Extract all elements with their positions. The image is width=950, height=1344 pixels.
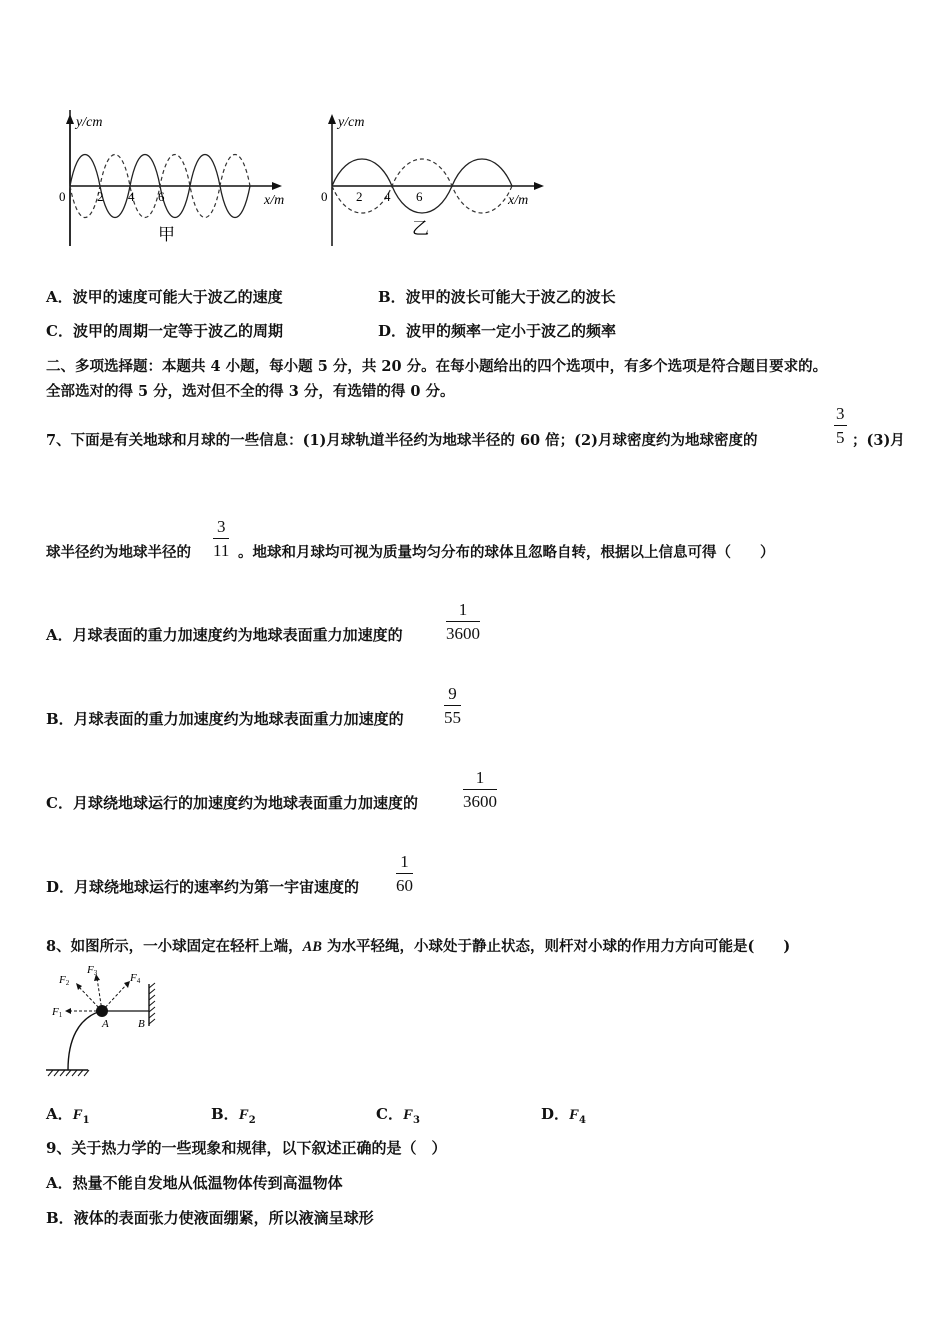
option-var: F bbox=[238, 1107, 249, 1123]
origin-label: 0 bbox=[321, 189, 328, 204]
label-f4: F4 bbox=[130, 972, 141, 985]
figure-caption: 甲 bbox=[158, 225, 175, 244]
fraction-numerator: 9 bbox=[444, 685, 461, 706]
fraction-denominator: 5 bbox=[836, 428, 845, 447]
q8-option-d[interactable] bbox=[541, 1103, 586, 1126]
q9-option-a[interactable]: A．热量不能自发地从低温物体传到高温物体 bbox=[46, 1174, 343, 1192]
label-f2: F2 bbox=[59, 974, 70, 987]
option-var: F bbox=[402, 1107, 413, 1123]
x-axis-arrow-icon bbox=[272, 182, 282, 190]
q8-stem-part-a: 8、如图所示，一小球固定在轻杆上端， bbox=[46, 938, 303, 955]
q7-option-d[interactable]: D．月球绕地球运行的速率约为第一宇宙速度的 bbox=[46, 878, 360, 896]
light-rod bbox=[68, 1011, 101, 1070]
q7-option-a-fraction bbox=[446, 601, 480, 642]
q6-option-c[interactable]: C．波甲的周期一定等于波乙的周期 bbox=[46, 322, 283, 340]
fraction-denominator: 55 bbox=[444, 708, 461, 727]
q6-option-a[interactable]: A．波甲的速度可能大于波乙的速度 bbox=[46, 288, 283, 306]
option-label: C． bbox=[376, 1105, 403, 1123]
fraction-numerator: 1 bbox=[446, 601, 480, 622]
arrowhead-icon bbox=[65, 1008, 71, 1014]
q7-stem-part1: 7、下面是有关地球和月球的一些信息：(1)月球轨道半径约为地球半径的 60 倍；(2)月球密度约为地球密度的 bbox=[46, 432, 758, 449]
tick-label: 6 bbox=[158, 189, 165, 204]
option-sub: 2 bbox=[248, 1115, 256, 1126]
section-heading-line2: 全部选对的得 5 分，选对但不全的得 3 分，有选错的得 0 分。 bbox=[46, 383, 455, 400]
q7-fraction-radius bbox=[213, 518, 229, 559]
ball bbox=[96, 1005, 108, 1017]
figure-caption: 乙 bbox=[412, 219, 429, 238]
q8-stem-ab: AB bbox=[302, 939, 322, 955]
fraction-numerator: 1 bbox=[396, 853, 413, 874]
label-a: A bbox=[102, 1018, 109, 1030]
x-axis-arrow-icon bbox=[534, 182, 544, 190]
q7-option-a[interactable]: A．月球表面的重力加速度约为地球表面重力加速度的 bbox=[46, 626, 403, 644]
fraction-numerator: 3 bbox=[213, 518, 229, 539]
option-sub: 4 bbox=[579, 1115, 586, 1126]
q7-option-c-fraction bbox=[463, 769, 497, 810]
q9-option-b[interactable]: B．液体的表面张力使液面绷紧，所以液滴呈球形 bbox=[46, 1209, 374, 1227]
q7-option-c[interactable]: C．月球绕地球运行的加速度约为地球表面重力加速度的 bbox=[46, 794, 418, 812]
q7-fraction-density bbox=[834, 405, 847, 446]
option-label: A． bbox=[46, 1105, 73, 1123]
x-axis-label: x/m bbox=[508, 193, 529, 208]
option-label: D． bbox=[541, 1105, 570, 1123]
tick-label: 4 bbox=[128, 189, 135, 204]
q7-stem-part4: 。地球和月球均可视为质量均匀分布的球体且忽略自转，根据以上信息可得（ ） bbox=[238, 544, 775, 561]
tick-label: 6 bbox=[416, 189, 423, 204]
option-var: F bbox=[72, 1107, 83, 1123]
wall-hatch bbox=[149, 983, 155, 1024]
q9-stem: 9、关于热力学的一些现象和规律，以下叙述正确的是（ ） bbox=[46, 1139, 447, 1157]
option-sub: 3 bbox=[412, 1115, 420, 1126]
q7-option-d-fraction bbox=[396, 853, 413, 894]
section-heading-line1: 二、多项选择题：本题共 4 小题，每小题 5 分，共 20 分。在每小题给出的四个选项中，有多个选项是符合题目要求的。 bbox=[46, 358, 828, 375]
fraction-denominator: 11 bbox=[213, 541, 230, 560]
x-axis-label: x/m bbox=[264, 193, 285, 208]
q7-stem-part2: ；(3)月 bbox=[852, 432, 905, 449]
q8-option-b[interactable] bbox=[211, 1103, 256, 1126]
label-b: B bbox=[138, 1018, 145, 1030]
wave-figure-right bbox=[312, 110, 552, 250]
fraction-denominator: 60 bbox=[396, 876, 413, 895]
q7-option-b[interactable]: B．月球表面的重力加速度约为地球表面重力加速度的 bbox=[46, 710, 404, 728]
y-axis-arrow-icon bbox=[328, 114, 336, 124]
y-axis-label: y/cm bbox=[76, 115, 103, 130]
q8-figure bbox=[44, 962, 164, 1082]
q8-option-a[interactable] bbox=[46, 1103, 90, 1126]
origin-label: 0 bbox=[59, 189, 66, 204]
tick-label: 4 bbox=[384, 189, 391, 204]
tick-label: 2 bbox=[97, 189, 104, 204]
fraction-denominator: 3600 bbox=[463, 792, 497, 811]
q7-stem-part3: 球半径约为地球半径的 bbox=[46, 544, 191, 561]
q6-option-b[interactable]: B．波甲的波长可能大于波乙的波长 bbox=[378, 288, 616, 306]
fraction-numerator: 3 bbox=[834, 405, 847, 426]
option-var: F bbox=[569, 1107, 580, 1123]
label-f3: F3 bbox=[87, 964, 98, 977]
q7-option-b-fraction bbox=[444, 685, 461, 726]
wave-figure-left bbox=[50, 110, 310, 250]
tick-label: 2 bbox=[356, 189, 363, 204]
y-axis-label: y/cm bbox=[338, 115, 365, 130]
q8-option-c[interactable] bbox=[376, 1103, 420, 1126]
q8-stem bbox=[46, 935, 790, 956]
option-sub: 1 bbox=[82, 1115, 90, 1126]
option-label: B． bbox=[211, 1105, 239, 1123]
label-f1: F1 bbox=[52, 1006, 63, 1019]
ground-hatch bbox=[48, 1070, 89, 1076]
q8-stem-part-b: 为水平轻绳，小球处于静止状态，则杆对小球的作用力方向可能是( ) bbox=[321, 938, 791, 955]
fraction-numerator: 1 bbox=[463, 769, 497, 790]
y-axis-arrow-icon bbox=[66, 114, 74, 124]
q6-option-d[interactable]: D．波甲的频率一定小于波乙的频率 bbox=[378, 322, 617, 340]
fraction-denominator: 3600 bbox=[446, 624, 480, 643]
